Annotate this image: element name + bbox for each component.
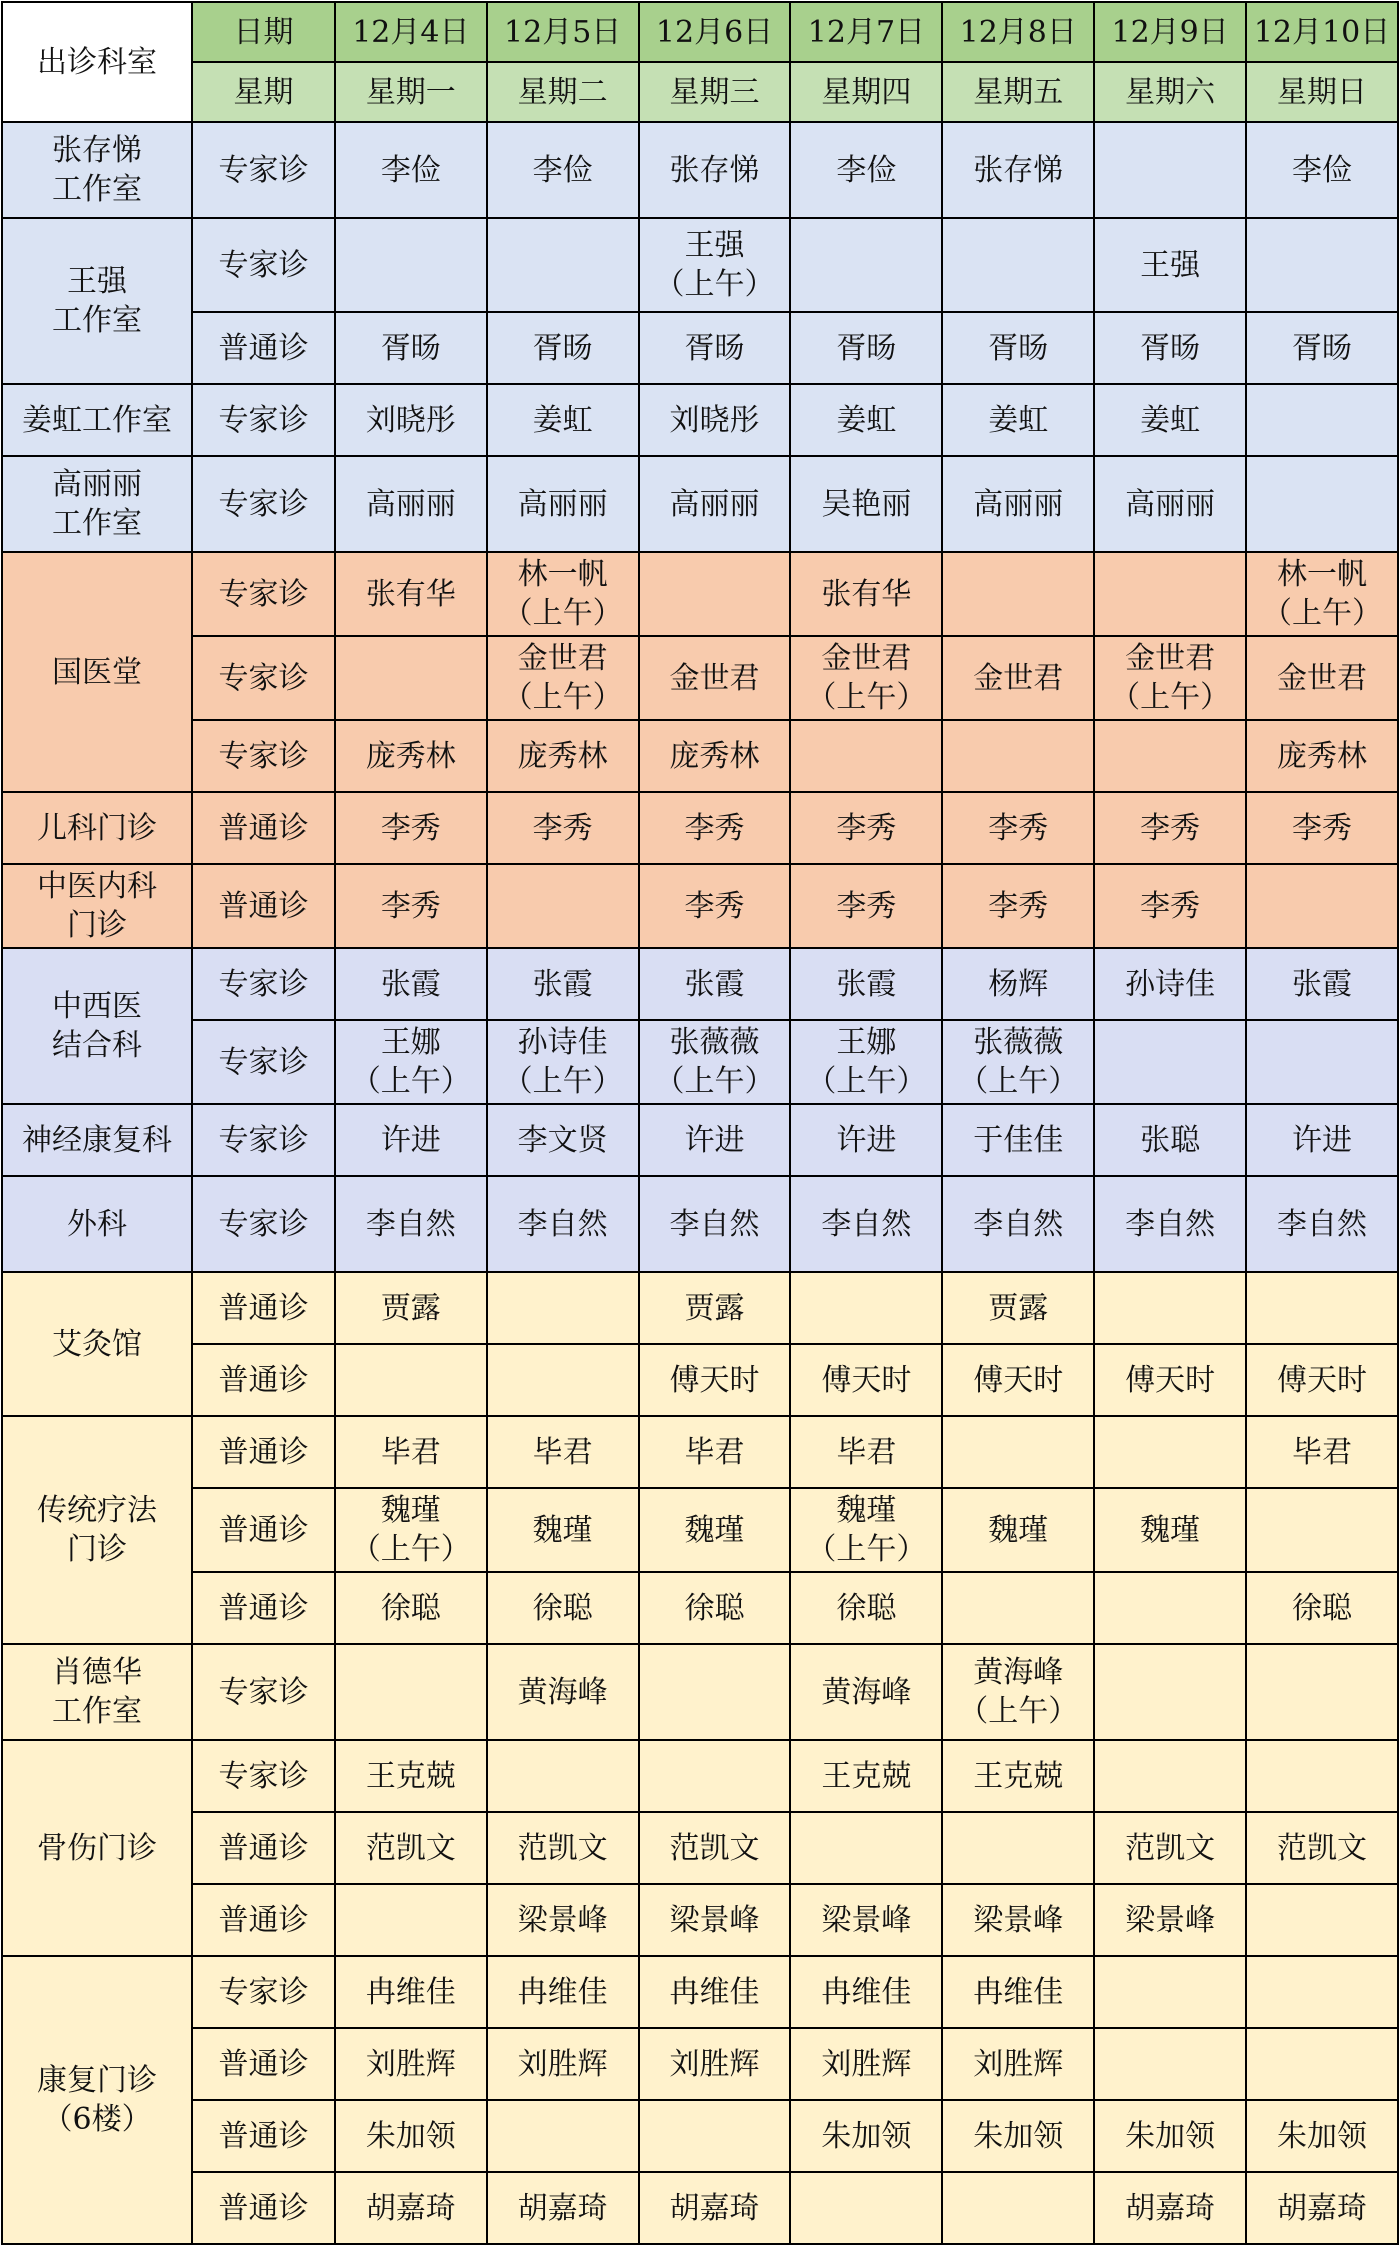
schedule-header — [2, 2, 1398, 122]
doctor-cell: 庞秀林 — [1246, 720, 1398, 792]
clinic-type-cell: 专家诊 — [192, 456, 335, 552]
department-name-cell: 骨伤门诊 — [2, 1740, 192, 1956]
doctor-cell: 傅天时 — [1246, 1344, 1398, 1416]
doctor-cell: 胥旸 — [790, 312, 942, 384]
doctor-cell: 贾露 — [942, 1272, 1094, 1344]
schedule-row — [2, 1740, 1398, 1812]
doctor-cell: 傅天时 — [1094, 1344, 1246, 1416]
schedule-row — [2, 1344, 1398, 1416]
doctor-cell: 许进 — [335, 1104, 487, 1176]
doctor-cell: 许进 — [790, 1104, 942, 1176]
schedule-row — [2, 1104, 1398, 1176]
clinic-type-cell: 普通诊 — [192, 1272, 335, 1344]
doctor-cell: 王娜 （上午） — [790, 1020, 942, 1104]
weekday-header-cell: 星期日 — [1246, 62, 1398, 122]
doctor-cell — [639, 552, 791, 636]
doctor-cell — [487, 864, 639, 948]
weekday-header-cell: 星期三 — [639, 62, 791, 122]
doctor-cell — [942, 1572, 1094, 1644]
department-name-cell: 肖德华 工作室 — [2, 1644, 192, 1740]
weekday-row-label: 星期 — [192, 62, 335, 122]
schedule-row — [2, 1884, 1398, 1956]
doctor-cell: 范凯文 — [1246, 1812, 1398, 1884]
doctor-cell — [790, 1812, 942, 1884]
doctor-cell — [1246, 1884, 1398, 1956]
doctor-cell — [790, 2172, 942, 2244]
doctor-cell: 李俭 — [790, 122, 942, 218]
department-name-cell: 康复门诊 （6楼） — [2, 1956, 192, 2244]
doctor-cell: 毕君 — [487, 1416, 639, 1488]
doctor-cell: 王克兢 — [335, 1740, 487, 1812]
schedule-row — [2, 218, 1398, 312]
doctor-cell — [1246, 2028, 1398, 2100]
schedule-row — [2, 1176, 1398, 1272]
date-header-cell: 12月10日 — [1246, 2, 1398, 62]
doctor-cell: 毕君 — [1246, 1416, 1398, 1488]
date-row-label: 日期 — [192, 2, 335, 62]
doctor-cell: 贾露 — [335, 1272, 487, 1344]
doctor-cell — [1094, 1956, 1246, 2028]
doctor-cell: 冉维佳 — [942, 1956, 1094, 2028]
department-name-cell: 传统疗法 门诊 — [2, 1416, 192, 1644]
doctor-cell: 朱加领 — [335, 2100, 487, 2172]
clinic-type-cell: 专家诊 — [192, 948, 335, 1020]
doctor-cell — [487, 1344, 639, 1416]
department-name-cell: 神经康复科 — [2, 1104, 192, 1176]
clinic-type-cell: 专家诊 — [192, 1104, 335, 1176]
schedule-row — [2, 864, 1398, 948]
doctor-cell — [1094, 2028, 1246, 2100]
doctor-cell — [1246, 864, 1398, 948]
doctor-cell: 张霞 — [335, 948, 487, 1020]
schedule-row — [2, 122, 1398, 218]
doctor-cell: 梁景峰 — [1094, 1884, 1246, 1956]
doctor-cell: 朱加领 — [1094, 2100, 1246, 2172]
clinic-type-cell: 普通诊 — [192, 792, 335, 864]
doctor-cell: 王克兢 — [790, 1740, 942, 1812]
schedule-row — [2, 792, 1398, 864]
doctor-cell: 胡嘉琦 — [487, 2172, 639, 2244]
weekday-header-cell: 星期一 — [335, 62, 487, 122]
doctor-cell: 李秀 — [335, 864, 487, 948]
doctor-cell — [942, 218, 1094, 312]
schedule-row — [2, 636, 1398, 720]
schedule-row — [2, 1572, 1398, 1644]
doctor-cell — [487, 1272, 639, 1344]
doctor-cell: 朱加领 — [942, 2100, 1094, 2172]
doctor-cell: 王娜 （上午） — [335, 1020, 487, 1104]
doctor-cell — [790, 1272, 942, 1344]
schedule-row — [2, 1644, 1398, 1740]
doctor-cell: 张霞 — [639, 948, 791, 1020]
doctor-cell: 李自然 — [1094, 1176, 1246, 1272]
doctor-cell: 刘胜辉 — [639, 2028, 791, 2100]
doctor-cell: 林一帆 （上午） — [487, 552, 639, 636]
date-header-cell: 12月7日 — [790, 2, 942, 62]
doctor-cell: 庞秀林 — [335, 720, 487, 792]
doctor-cell: 徐聪 — [790, 1572, 942, 1644]
doctor-cell: 吴艳丽 — [790, 456, 942, 552]
doctor-cell: 高丽丽 — [1094, 456, 1246, 552]
header-date-row — [2, 2, 1398, 62]
doctor-cell: 毕君 — [639, 1416, 791, 1488]
schedule-row — [2, 1020, 1398, 1104]
schedule-body — [2, 122, 1398, 2244]
doctor-cell: 李秀 — [1094, 864, 1246, 948]
doctor-cell: 傅天时 — [639, 1344, 791, 1416]
clinic-type-cell: 普通诊 — [192, 2028, 335, 2100]
doctor-cell: 张存悌 — [942, 122, 1094, 218]
doctor-cell: 刘胜辉 — [487, 2028, 639, 2100]
doctor-cell — [1246, 456, 1398, 552]
department-name-cell: 王强 工作室 — [2, 218, 192, 384]
clinic-type-cell: 普通诊 — [192, 1488, 335, 1572]
doctor-cell: 张聪 — [1094, 1104, 1246, 1176]
doctor-cell: 姜虹 — [942, 384, 1094, 456]
corner-department-label: 出诊科室 — [2, 2, 192, 122]
doctor-cell: 刘晓彤 — [639, 384, 791, 456]
doctor-cell: 梁景峰 — [942, 1884, 1094, 1956]
doctor-cell: 胡嘉琦 — [1246, 2172, 1398, 2244]
doctor-cell — [942, 1812, 1094, 1884]
weekday-header-cell: 星期二 — [487, 62, 639, 122]
schedule-row — [2, 1956, 1398, 2028]
schedule-row — [2, 1812, 1398, 1884]
doctor-cell: 于佳佳 — [942, 1104, 1094, 1176]
date-header-cell: 12月5日 — [487, 2, 639, 62]
schedule-row — [2, 1416, 1398, 1488]
doctor-cell: 金世君 — [1246, 636, 1398, 720]
doctor-cell — [1246, 1488, 1398, 1572]
doctor-cell: 朱加领 — [1246, 2100, 1398, 2172]
clinic-type-cell: 普通诊 — [192, 1572, 335, 1644]
doctor-cell: 冉维佳 — [335, 1956, 487, 2028]
doctor-cell: 胡嘉琦 — [639, 2172, 791, 2244]
clinic-type-cell: 普通诊 — [192, 1884, 335, 1956]
doctor-cell: 张霞 — [1246, 948, 1398, 1020]
doctor-cell: 黄海峰 — [487, 1644, 639, 1740]
weekday-header-cell: 星期六 — [1094, 62, 1246, 122]
department-name-cell: 张存悌 工作室 — [2, 122, 192, 218]
doctor-cell: 梁景峰 — [639, 1884, 791, 1956]
doctor-cell: 魏瑾 — [639, 1488, 791, 1572]
doctor-cell: 刘胜辉 — [790, 2028, 942, 2100]
clinic-type-cell: 专家诊 — [192, 122, 335, 218]
schedule-row — [2, 552, 1398, 636]
doctor-cell: 贾露 — [639, 1272, 791, 1344]
clinic-type-cell: 专家诊 — [192, 1740, 335, 1812]
doctor-cell: 魏瑾 — [1094, 1488, 1246, 1572]
doctor-cell: 张有华 — [790, 552, 942, 636]
doctor-cell — [639, 2100, 791, 2172]
doctor-cell — [1246, 218, 1398, 312]
doctor-cell — [1094, 1644, 1246, 1740]
doctor-cell: 张霞 — [487, 948, 639, 1020]
clinic-type-cell: 普通诊 — [192, 1416, 335, 1488]
doctor-cell: 魏瑾 （上午） — [335, 1488, 487, 1572]
doctor-cell: 王强 （上午） — [639, 218, 791, 312]
doctor-cell: 胥旸 — [942, 312, 1094, 384]
doctor-cell: 李自然 — [942, 1176, 1094, 1272]
department-name-cell: 姜虹工作室 — [2, 384, 192, 456]
doctor-cell — [942, 2172, 1094, 2244]
doctor-cell: 胥旸 — [639, 312, 791, 384]
clinic-type-cell: 专家诊 — [192, 552, 335, 636]
weekday-header-cell: 星期五 — [942, 62, 1094, 122]
header-weekday-row — [2, 62, 1398, 122]
doctor-cell: 李秀 — [790, 864, 942, 948]
doctor-cell — [487, 1740, 639, 1812]
date-header-cell: 12月4日 — [335, 2, 487, 62]
doctor-cell: 李俭 — [1246, 122, 1398, 218]
doctor-cell: 庞秀林 — [639, 720, 791, 792]
doctor-cell: 高丽丽 — [487, 456, 639, 552]
doctor-cell: 金世君 — [639, 636, 791, 720]
doctor-cell: 许进 — [639, 1104, 791, 1176]
doctor-cell: 胥旸 — [1094, 312, 1246, 384]
doctor-cell — [1094, 720, 1246, 792]
doctor-cell: 杨辉 — [942, 948, 1094, 1020]
doctor-cell: 王强 — [1094, 218, 1246, 312]
clinic-type-cell: 专家诊 — [192, 1020, 335, 1104]
doctor-cell: 高丽丽 — [942, 456, 1094, 552]
doctor-cell: 李秀 — [1246, 792, 1398, 864]
doctor-cell: 李自然 — [335, 1176, 487, 1272]
doctor-cell: 张薇薇 （上午） — [942, 1020, 1094, 1104]
doctor-cell: 李俭 — [487, 122, 639, 218]
doctor-cell: 毕君 — [335, 1416, 487, 1488]
doctor-cell: 李秀 — [942, 864, 1094, 948]
doctor-cell — [1246, 1740, 1398, 1812]
doctor-cell: 李秀 — [487, 792, 639, 864]
doctor-cell: 林一帆 （上午） — [1246, 552, 1398, 636]
doctor-cell — [942, 552, 1094, 636]
doctor-cell: 李秀 — [639, 864, 791, 948]
doctor-cell — [1246, 1020, 1398, 1104]
doctor-cell: 张霞 — [790, 948, 942, 1020]
doctor-cell: 刘胜辉 — [335, 2028, 487, 2100]
doctor-cell: 李自然 — [790, 1176, 942, 1272]
department-name-cell: 国医堂 — [2, 552, 192, 792]
doctor-cell: 范凯文 — [639, 1812, 791, 1884]
clinic-type-cell: 专家诊 — [192, 720, 335, 792]
doctor-cell: 徐聪 — [1246, 1572, 1398, 1644]
doctor-cell — [1094, 122, 1246, 218]
doctor-cell: 李文贤 — [487, 1104, 639, 1176]
doctor-cell: 李自然 — [1246, 1176, 1398, 1272]
weekday-header-cell: 星期四 — [790, 62, 942, 122]
doctor-cell: 黄海峰 （上午） — [942, 1644, 1094, 1740]
doctor-cell — [1094, 1740, 1246, 1812]
doctor-cell — [1094, 552, 1246, 636]
doctor-cell: 张薇薇 （上午） — [639, 1020, 791, 1104]
doctor-cell: 张有华 — [335, 552, 487, 636]
doctor-cell: 姜虹 — [487, 384, 639, 456]
doctor-cell: 姜虹 — [790, 384, 942, 456]
clinic-type-cell: 普通诊 — [192, 2100, 335, 2172]
doctor-cell: 李秀 — [639, 792, 791, 864]
doctor-cell: 金世君 （上午） — [790, 636, 942, 720]
doctor-cell: 范凯文 — [1094, 1812, 1246, 1884]
doctor-cell: 徐聪 — [639, 1572, 791, 1644]
doctor-cell — [1246, 1644, 1398, 1740]
clinic-type-cell: 专家诊 — [192, 1956, 335, 2028]
doctor-cell: 金世君 — [942, 636, 1094, 720]
doctor-cell: 庞秀林 — [487, 720, 639, 792]
schedule-row — [2, 2172, 1398, 2244]
doctor-cell — [1094, 1416, 1246, 1488]
date-header-cell: 12月9日 — [1094, 2, 1246, 62]
doctor-cell: 胥旸 — [487, 312, 639, 384]
schedule-row — [2, 456, 1398, 552]
doctor-cell: 黄海峰 — [790, 1644, 942, 1740]
doctor-cell — [335, 1344, 487, 1416]
doctor-cell: 孙诗佳 — [1094, 948, 1246, 1020]
department-name-cell: 儿科门诊 — [2, 792, 192, 864]
doctor-cell: 毕君 — [790, 1416, 942, 1488]
doctor-cell — [335, 636, 487, 720]
doctor-cell — [942, 720, 1094, 792]
doctor-cell: 朱加领 — [790, 2100, 942, 2172]
schedule-row — [2, 720, 1398, 792]
schedule-row — [2, 1488, 1398, 1572]
doctor-cell — [487, 2100, 639, 2172]
doctor-cell: 李自然 — [487, 1176, 639, 1272]
doctor-cell: 金世君 （上午） — [1094, 636, 1246, 720]
doctor-cell: 高丽丽 — [335, 456, 487, 552]
doctor-cell — [942, 1416, 1094, 1488]
doctor-cell: 冉维佳 — [639, 1956, 791, 2028]
schedule-row — [2, 312, 1398, 384]
clinic-type-cell: 普通诊 — [192, 864, 335, 948]
doctor-cell: 梁景峰 — [790, 1884, 942, 1956]
doctor-cell — [1246, 384, 1398, 456]
clinic-type-cell: 普通诊 — [192, 312, 335, 384]
doctor-cell: 李俭 — [335, 122, 487, 218]
schedule-row — [2, 948, 1398, 1020]
schedule-row — [2, 2100, 1398, 2172]
doctor-cell: 胡嘉琦 — [335, 2172, 487, 2244]
doctor-cell — [639, 1644, 791, 1740]
department-name-cell: 外科 — [2, 1176, 192, 1272]
doctor-cell: 徐聪 — [335, 1572, 487, 1644]
clinic-schedule-table — [1, 1, 1399, 2245]
clinic-type-cell: 专家诊 — [192, 1176, 335, 1272]
doctor-cell: 胥旸 — [1246, 312, 1398, 384]
doctor-cell — [790, 218, 942, 312]
doctor-cell — [1246, 1272, 1398, 1344]
doctor-cell: 王克兢 — [942, 1740, 1094, 1812]
doctor-cell: 梁景峰 — [487, 1884, 639, 1956]
doctor-cell: 孙诗佳 （上午） — [487, 1020, 639, 1104]
doctor-cell: 李秀 — [942, 792, 1094, 864]
doctor-cell: 傅天时 — [942, 1344, 1094, 1416]
doctor-cell: 金世君 （上午） — [487, 636, 639, 720]
doctor-cell — [335, 218, 487, 312]
doctor-cell: 胡嘉琦 — [1094, 2172, 1246, 2244]
date-header-cell: 12月6日 — [639, 2, 791, 62]
doctor-cell: 魏瑾 — [942, 1488, 1094, 1572]
doctor-cell: 刘胜辉 — [942, 2028, 1094, 2100]
doctor-cell — [1246, 1956, 1398, 2028]
department-name-cell: 高丽丽 工作室 — [2, 456, 192, 552]
clinic-type-cell: 专家诊 — [192, 218, 335, 312]
doctor-cell: 魏瑾 （上午） — [790, 1488, 942, 1572]
doctor-cell — [335, 1644, 487, 1740]
doctor-cell: 胥旸 — [335, 312, 487, 384]
doctor-cell: 徐聪 — [487, 1572, 639, 1644]
doctor-cell: 张存悌 — [639, 122, 791, 218]
doctor-cell: 李自然 — [639, 1176, 791, 1272]
doctor-cell — [1094, 1272, 1246, 1344]
doctor-cell: 冉维佳 — [487, 1956, 639, 2028]
doctor-cell: 李秀 — [790, 792, 942, 864]
doctor-cell: 高丽丽 — [639, 456, 791, 552]
clinic-type-cell: 普通诊 — [192, 1344, 335, 1416]
clinic-type-cell: 专家诊 — [192, 1644, 335, 1740]
schedule-row — [2, 1272, 1398, 1344]
doctor-cell: 姜虹 — [1094, 384, 1246, 456]
doctor-cell — [335, 1884, 487, 1956]
department-name-cell: 艾灸馆 — [2, 1272, 192, 1416]
clinic-type-cell: 普通诊 — [192, 1812, 335, 1884]
clinic-type-cell: 普通诊 — [192, 2172, 335, 2244]
doctor-cell: 冉维佳 — [790, 1956, 942, 2028]
date-header-cell: 12月8日 — [942, 2, 1094, 62]
schedule-row — [2, 2028, 1398, 2100]
department-name-cell: 中西医 结合科 — [2, 948, 192, 1104]
doctor-cell: 范凯文 — [335, 1812, 487, 1884]
doctor-cell: 许进 — [1246, 1104, 1398, 1176]
doctor-cell: 傅天时 — [790, 1344, 942, 1416]
doctor-cell — [1094, 1020, 1246, 1104]
doctor-cell: 魏瑾 — [487, 1488, 639, 1572]
doctor-cell — [639, 1740, 791, 1812]
department-name-cell: 中医内科 门诊 — [2, 864, 192, 948]
clinic-type-cell: 专家诊 — [192, 636, 335, 720]
schedule-row — [2, 384, 1398, 456]
clinic-type-cell: 专家诊 — [192, 384, 335, 456]
doctor-cell: 李秀 — [1094, 792, 1246, 864]
doctor-cell — [487, 218, 639, 312]
doctor-cell: 李秀 — [335, 792, 487, 864]
doctor-cell — [790, 720, 942, 792]
doctor-cell: 范凯文 — [487, 1812, 639, 1884]
doctor-cell — [1094, 1572, 1246, 1644]
doctor-cell: 刘晓彤 — [335, 384, 487, 456]
